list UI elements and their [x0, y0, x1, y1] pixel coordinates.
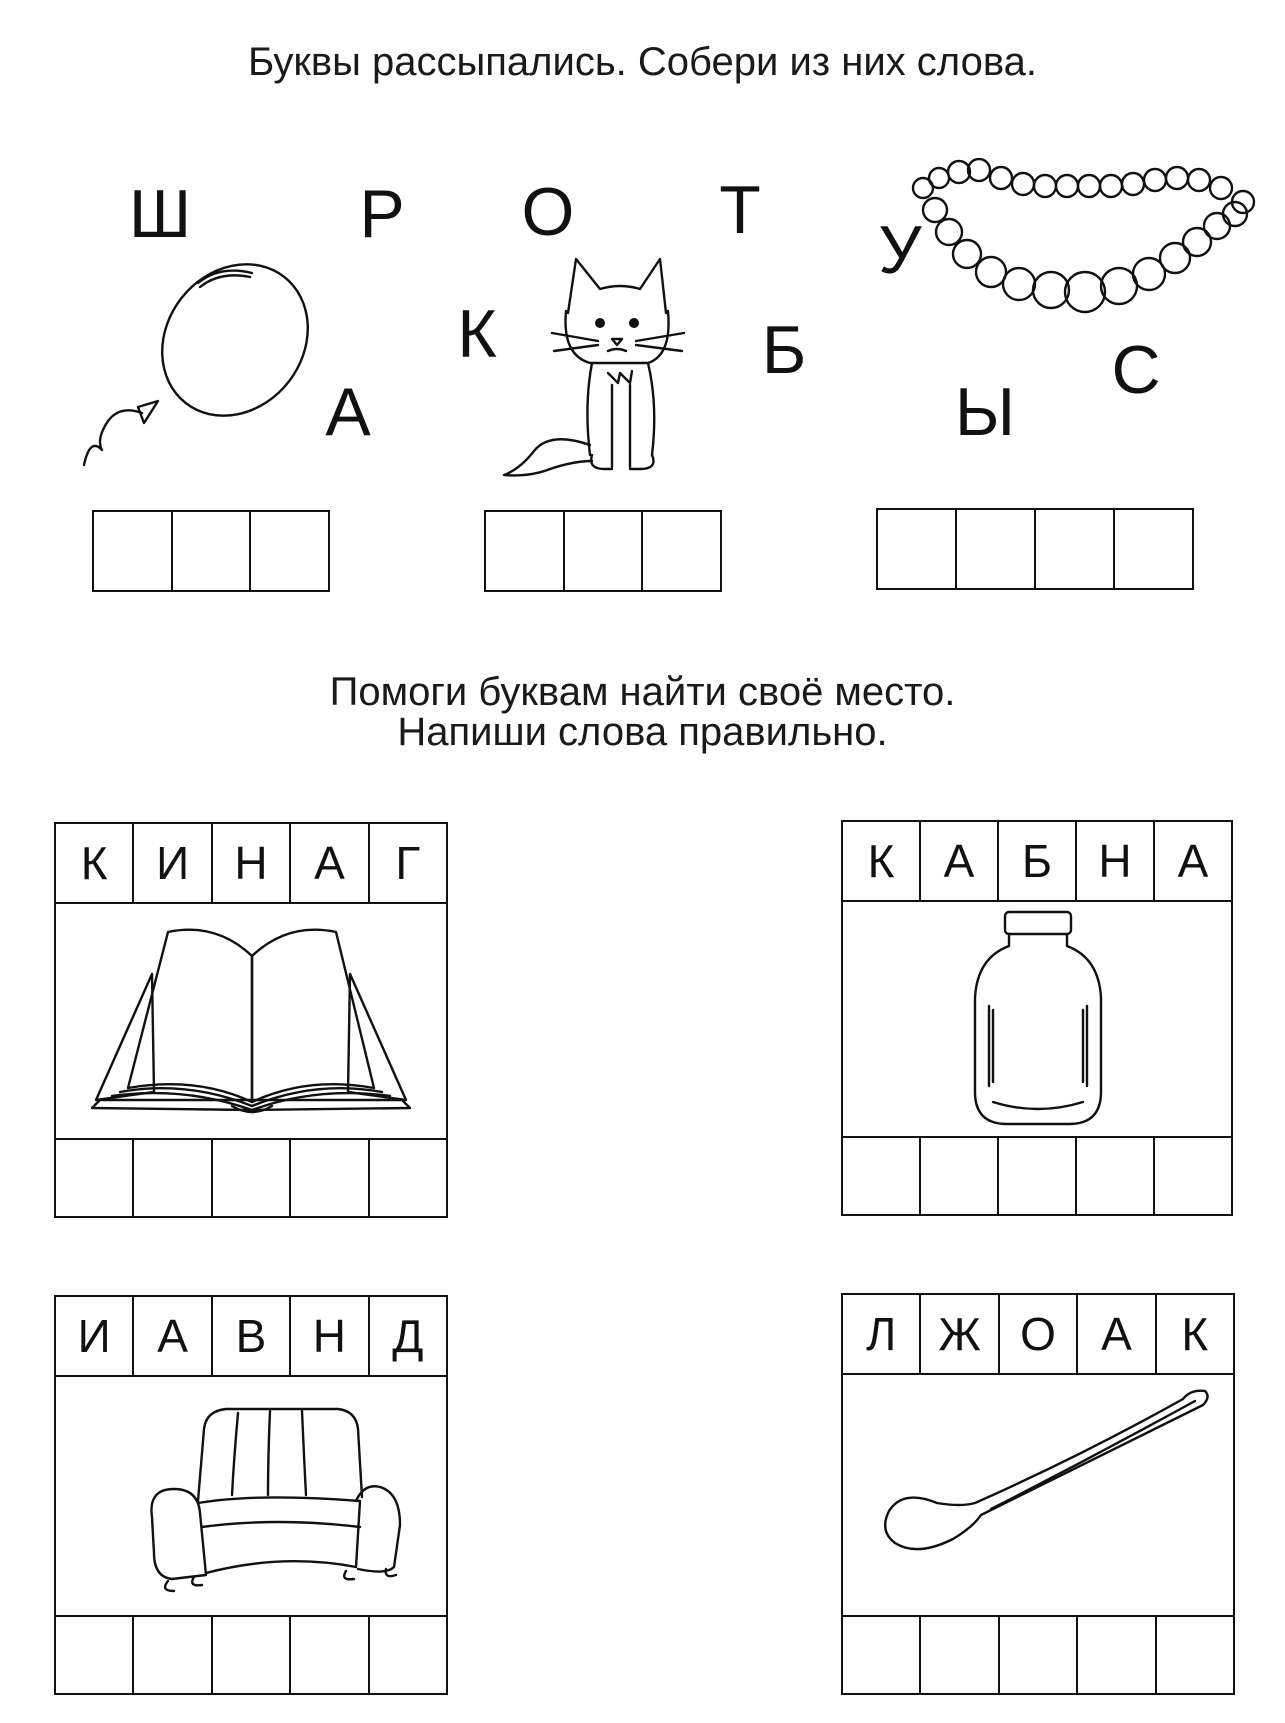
answer-box[interactable] — [213, 1617, 291, 1693]
spoon-picture — [843, 1375, 1233, 1615]
scrambled-letters-row — [56, 1297, 446, 1377]
task2-title — [0, 672, 1285, 752]
answer-box[interactable] — [370, 1140, 446, 1216]
answer-row-1 — [92, 510, 330, 592]
answer-box[interactable] — [1036, 510, 1115, 588]
answer-row-3 — [876, 508, 1194, 590]
scrambled-letter: И — [134, 824, 212, 902]
scrambled-letter: Л — [843, 1295, 921, 1373]
scrambled-letters-row — [843, 822, 1231, 902]
answer-box[interactable] — [1078, 1617, 1156, 1693]
answer-row-2 — [484, 510, 722, 592]
answer-box[interactable] — [1115, 510, 1192, 588]
answer-box[interactable] — [56, 1140, 134, 1216]
scattered-letter: К — [457, 296, 497, 372]
answer-box[interactable] — [486, 512, 565, 590]
answer-box[interactable] — [921, 1138, 999, 1214]
scattered-letter: Б — [761, 312, 807, 388]
answer-box[interactable] — [999, 1138, 1077, 1214]
answer-row — [843, 1136, 1231, 1214]
scrambled-letter: К — [843, 822, 921, 900]
scrambled-letter: И — [56, 1297, 134, 1375]
answer-box[interactable] — [843, 1138, 921, 1214]
scattered-letter: Ш — [128, 176, 192, 252]
task1-title: Буквы рассыпались. Собери из них слова. — [248, 40, 1037, 84]
answer-box[interactable] — [251, 512, 328, 590]
answer-box[interactable] — [134, 1140, 212, 1216]
answer-box[interactable] — [878, 510, 957, 588]
task2-title-line1: Помоги буквам найти своё место. — [329, 670, 956, 714]
scrambled-letter: Н — [1077, 822, 1155, 900]
answer-row — [843, 1615, 1233, 1693]
answer-box[interactable] — [643, 512, 720, 590]
word-card-spoon — [841, 1293, 1235, 1695]
scrambled-letter: А — [921, 822, 999, 900]
word-card-book — [54, 822, 448, 1218]
task2-title-line2: Напиши слова правильно. — [397, 710, 888, 754]
balloon-icon — [80, 255, 330, 480]
scrambled-letter: А — [291, 824, 369, 902]
answer-box[interactable] — [291, 1140, 369, 1216]
answer-box[interactable] — [1000, 1617, 1078, 1693]
word-card-sofa — [54, 1295, 448, 1695]
scattered-letter: Т — [719, 172, 761, 248]
scrambled-letters-row — [56, 824, 446, 904]
jar-picture — [843, 902, 1231, 1136]
scrambled-letters-row — [843, 1295, 1233, 1375]
scattered-letter: О — [521, 174, 575, 250]
answer-box[interactable] — [173, 512, 252, 590]
answer-box[interactable] — [921, 1617, 999, 1693]
scrambled-letter: О — [1000, 1295, 1078, 1373]
scrambled-letter: Д — [392, 1310, 424, 1362]
scrambled-letter: А — [1078, 1295, 1156, 1373]
answer-box[interactable] — [1077, 1138, 1155, 1214]
spoon-icon — [843, 1375, 1233, 1615]
scattered-letter: У — [878, 212, 922, 288]
scattered-letter: С — [1111, 332, 1161, 408]
scrambled-letter: Н — [213, 824, 291, 902]
scrambled-letter: В — [213, 1297, 291, 1375]
scrambled-letter: К — [1181, 1308, 1209, 1360]
answer-row — [56, 1615, 446, 1693]
scrambled-letter: А — [134, 1297, 212, 1375]
scattered-letter: Ы — [954, 374, 1016, 450]
beads-icon — [905, 158, 1265, 333]
answer-row — [56, 1138, 446, 1216]
answer-box[interactable] — [291, 1617, 369, 1693]
answer-box[interactable] — [94, 512, 173, 590]
answer-box[interactable] — [370, 1617, 446, 1693]
scrambled-letter: А — [1177, 835, 1209, 887]
answer-box[interactable] — [1155, 1138, 1231, 1214]
scrambled-letter: Г — [395, 837, 421, 889]
answer-box[interactable] — [134, 1617, 212, 1693]
book-picture — [56, 904, 446, 1138]
sofa-picture — [56, 1377, 446, 1615]
answer-box[interactable] — [1157, 1617, 1233, 1693]
jar-icon — [843, 902, 1231, 1136]
scattered-letter: Р — [359, 176, 405, 252]
scattered-letter: А — [325, 374, 371, 450]
answer-box[interactable] — [56, 1617, 134, 1693]
answer-box[interactable] — [843, 1617, 921, 1693]
answer-box[interactable] — [957, 510, 1036, 588]
scrambled-letter: К — [56, 824, 134, 902]
cat-icon — [500, 255, 700, 485]
book-icon — [56, 904, 446, 1138]
word-card-jar — [841, 820, 1233, 1216]
scrambled-letter: Б — [999, 822, 1077, 900]
scrambled-letter: Н — [291, 1297, 369, 1375]
scrambled-letter: Ж — [921, 1295, 999, 1373]
sofa-icon — [56, 1377, 446, 1615]
answer-box[interactable] — [213, 1140, 291, 1216]
answer-box[interactable] — [565, 512, 644, 590]
